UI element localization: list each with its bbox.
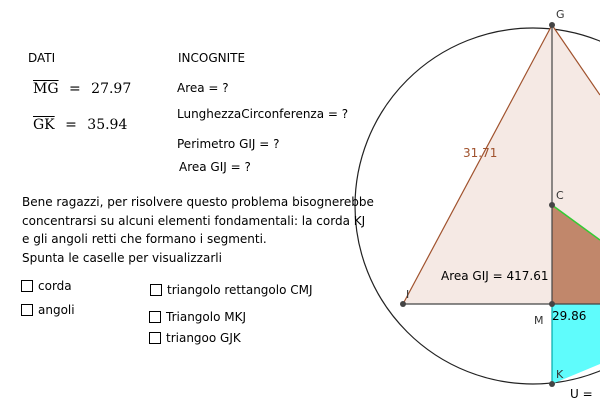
- point-c[interactable]: [549, 202, 555, 208]
- incognite-heading: INCOGNITE: [178, 51, 246, 65]
- label-i: I: [406, 288, 410, 301]
- checkbox-box[interactable]: [149, 332, 161, 344]
- gk-equals: =: [65, 117, 77, 133]
- mg-value: 27.97: [91, 81, 132, 97]
- dati-heading: DATI: [28, 51, 56, 65]
- checkbox-box[interactable]: [149, 311, 161, 323]
- length-gi-label: 31.71: [463, 146, 498, 160]
- point-g[interactable]: [549, 22, 555, 28]
- mg-equals: =: [68, 81, 81, 97]
- label-m: M: [534, 314, 544, 327]
- checkbox-label: Triangolo MKJ: [166, 310, 247, 324]
- checkbox-label: triangoo GJK: [166, 331, 241, 345]
- label-g: G: [556, 8, 565, 21]
- given-mg: [33, 81, 131, 97]
- instruction-line: Bene ragazzi, per risolvere questo problema bisognerebbe: [22, 195, 374, 209]
- instruction-line: Spunta le caselle per visualizzarli: [22, 250, 222, 265]
- unknown-circumference: LunghezzaCirconferenza = ?: [177, 107, 349, 121]
- given-gk: [33, 117, 127, 133]
- checkbox-box[interactable]: [150, 284, 162, 296]
- checkbox-label: corda: [38, 279, 72, 293]
- checkbox-box[interactable]: [21, 304, 33, 316]
- instructions-text: [22, 193, 374, 267]
- area-gij-label: Area GIJ = 417.61: [441, 269, 549, 283]
- unknown-perimeter-gij: Perimetro GIJ = ?: [177, 137, 280, 151]
- bottom-value-label: U =: [570, 387, 593, 400]
- checkbox-box[interactable]: [21, 280, 33, 292]
- checkbox-label: triangolo rettangolo CMJ: [167, 283, 313, 297]
- label-c: C: [556, 189, 564, 202]
- gk-label: $\overline{GK}$: [33, 117, 55, 133]
- checkbox-label: angoli: [38, 303, 75, 317]
- checkbox-triangolo-gjk[interactable]: [149, 331, 241, 345]
- label-k: K: [556, 368, 564, 381]
- instruction-line: e gli angoli retti che formano i segmenti.: [22, 232, 267, 246]
- point-m[interactable]: [549, 301, 555, 307]
- gk-value: 35.94: [87, 117, 128, 133]
- point-i[interactable]: [400, 301, 406, 307]
- mg-label: $\overline{MG}$: [33, 81, 59, 97]
- checkbox-angoli[interactable]: [21, 303, 75, 317]
- instruction-line: concentrarsi su alcuni elementi fondamentali: la corda KJ: [22, 213, 366, 228]
- checkbox-corda[interactable]: [21, 279, 72, 293]
- point-k[interactable]: [549, 381, 555, 387]
- unknown-area: Area = ?: [177, 81, 229, 95]
- checkbox-triangolo-mkj[interactable]: [149, 310, 246, 324]
- unknown-area-gij: Area GIJ = ?: [179, 160, 251, 174]
- length-mk-label: 29.86: [552, 309, 587, 323]
- checkbox-triangolo-cmj[interactable]: [150, 283, 313, 297]
